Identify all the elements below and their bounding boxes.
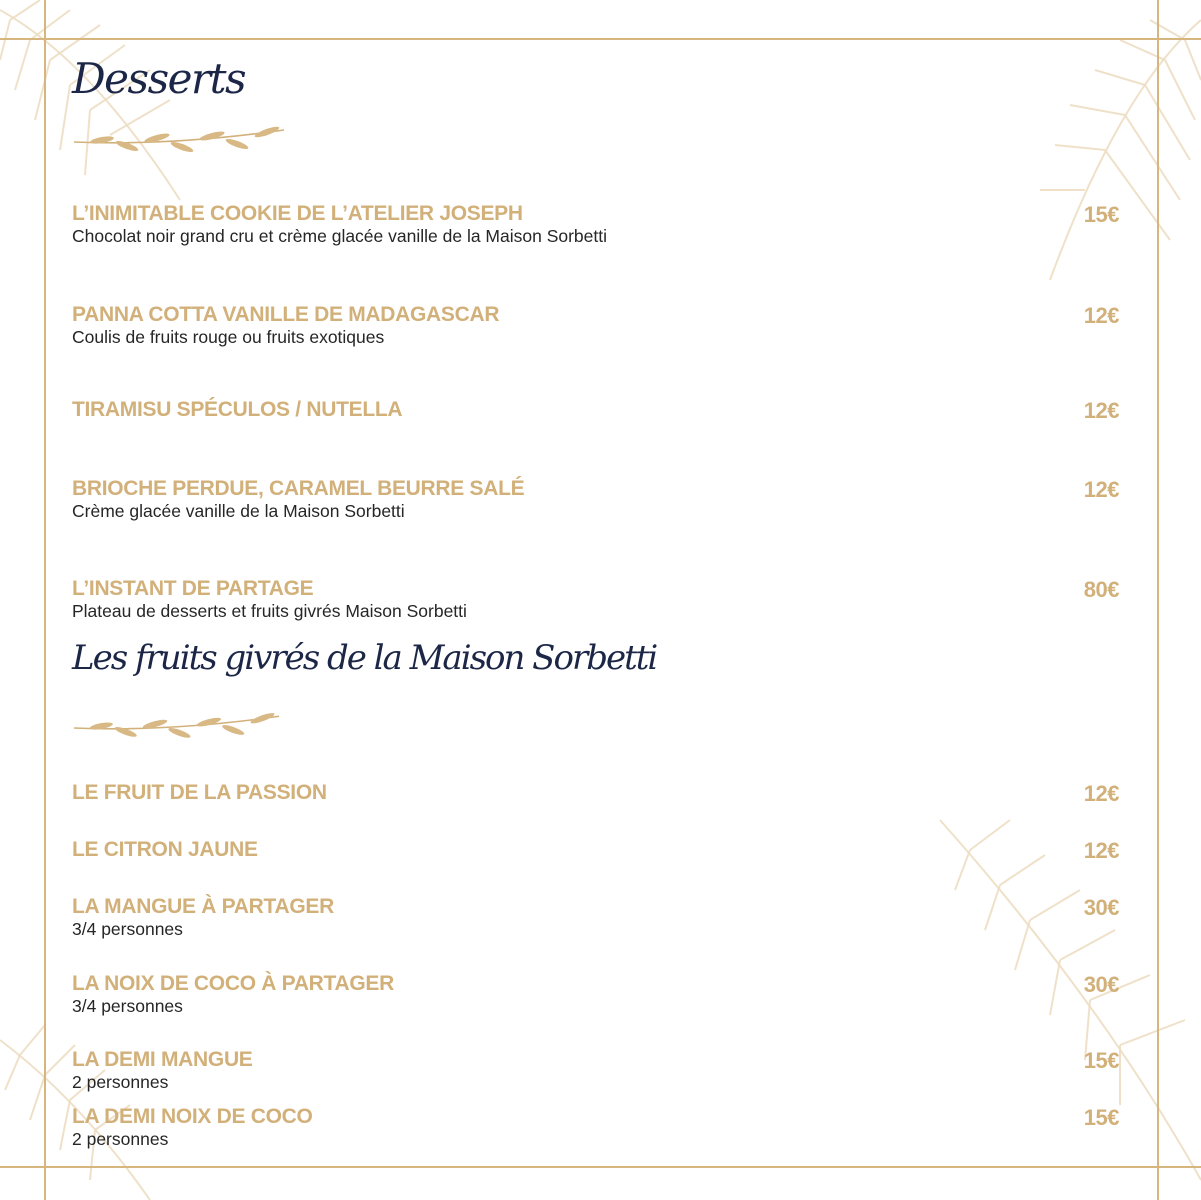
item-name: LA DEMI NOIX DE COCO <box>72 1105 313 1128</box>
menu-item <box>72 303 1119 348</box>
item-name: L’INSTANT DE PARTAGE <box>72 577 314 600</box>
item-price: 12€ <box>1083 303 1119 328</box>
item-name: L’INIMITABLE COOKIE DE L’ATELIER JOSEPH <box>72 202 523 225</box>
item-description: 3/4 personnes <box>72 919 183 939</box>
menu-item <box>72 577 1119 622</box>
item-price: 15€ <box>1083 1105 1119 1130</box>
menu-item <box>72 1048 1119 1093</box>
item-name: LE FRUIT DE LA PASSION <box>72 781 327 804</box>
item-price: 30€ <box>1083 972 1119 997</box>
item-price: 15€ <box>1083 1048 1119 1073</box>
frame-line-left <box>44 0 46 1200</box>
desserts-title: Desserts <box>72 54 246 103</box>
item-price: 12€ <box>1083 781 1119 806</box>
menu-item <box>72 838 1119 862</box>
item-name: PANNA COTTA VANILLE DE MADAGASCAR <box>72 303 500 326</box>
menu-item <box>72 895 1119 940</box>
palm-leaf-decoration-top-right <box>1000 0 1201 300</box>
menu-item <box>72 1105 1119 1150</box>
item-description: Coulis de fruits rouge ou fruits exotiques <box>72 327 385 347</box>
item-description: 3/4 personnes <box>72 996 183 1016</box>
wheat-sprig-icon <box>72 710 282 746</box>
item-name: LE CITRON JAUNE <box>72 838 258 861</box>
menu-item <box>72 972 1119 1017</box>
frame-line-right <box>1157 0 1159 1200</box>
item-price: 12€ <box>1083 477 1119 502</box>
item-price: 15€ <box>1083 202 1119 227</box>
frame-line-bottom <box>0 1166 1201 1168</box>
item-name: LA NOIX DE COCO À PARTAGER <box>72 972 394 995</box>
menu-item <box>72 781 1119 805</box>
item-name: LA MANGUE À PARTAGER <box>72 895 334 918</box>
item-description: Crème glacée vanille de la Maison Sorbetti <box>72 501 405 521</box>
item-name: LA DEMI MANGUE <box>72 1048 253 1071</box>
item-price: 12€ <box>1083 838 1119 863</box>
menu-item <box>72 202 1119 247</box>
item-description: 2 personnes <box>72 1129 169 1149</box>
frame-line-top <box>0 38 1201 40</box>
item-name: BRIOCHE PERDUE, CARAMEL BEURRE SALÉ <box>72 477 525 500</box>
item-description: Plateau de desserts et fruits givrés Maison Sorbetti <box>72 601 467 621</box>
item-price: 12€ <box>1083 398 1119 423</box>
menu-item <box>72 477 1119 522</box>
fruits-title: Les fruits givrés de la Maison Sorbetti <box>72 638 657 678</box>
item-price: 80€ <box>1083 577 1119 602</box>
wheat-sprig-icon <box>72 124 287 160</box>
item-description: 2 personnes <box>72 1072 169 1092</box>
item-description: Chocolat noir grand cru et crème glacée vanille de la Maison Sorbetti <box>72 226 608 246</box>
menu-item <box>72 398 1119 422</box>
item-name: TIRAMISU SPÉCULOS / NUTELLA <box>72 398 403 421</box>
item-price: 30€ <box>1083 895 1119 920</box>
